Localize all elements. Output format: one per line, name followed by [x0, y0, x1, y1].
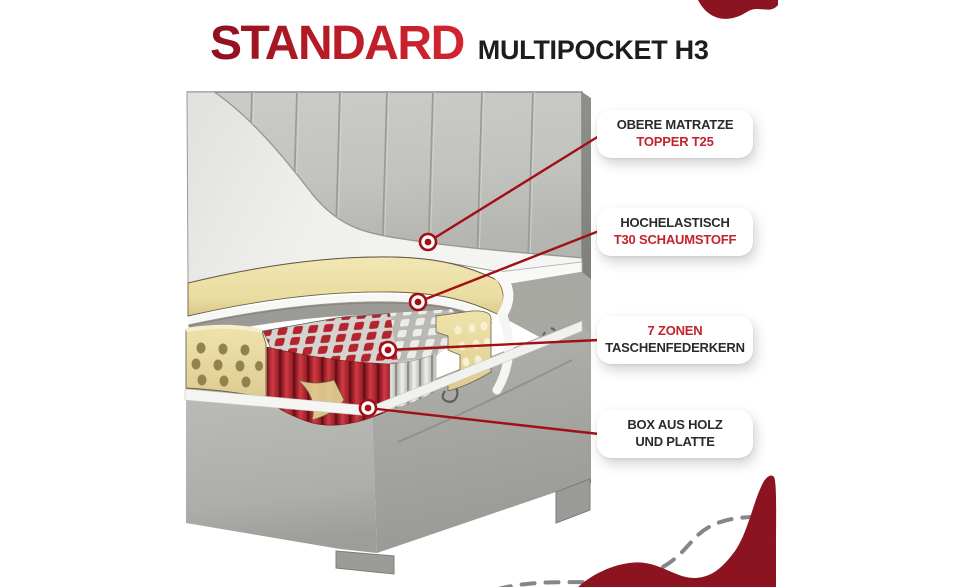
callout-line2: UND PLATTE — [635, 434, 715, 449]
red-blob-bottom — [578, 475, 776, 587]
callout-line1: HOCHELASTISCH — [620, 215, 730, 231]
callout-dot-foam — [410, 294, 426, 310]
callout-dot-topper — [420, 234, 436, 250]
callout-card-foam — [597, 208, 753, 256]
callout-line1: 7 ZONEN — [647, 323, 703, 339]
callout-line2: TOPPER T25 — [636, 134, 714, 149]
callout-card-box — [597, 410, 753, 458]
callout-line1: BOX AUS HOLZ — [627, 417, 723, 433]
brand-title: STANDARD — [210, 17, 464, 70]
callout-line2: TASCHENFEDERKERN — [605, 340, 745, 355]
page-title — [210, 16, 709, 71]
callout-dot-springs — [380, 342, 396, 358]
callout-line1: OBERE MATRATZE — [616, 117, 734, 133]
callout-line2: T30 SCHAUMSTOFF — [613, 232, 737, 247]
callout-card-springs — [597, 316, 753, 364]
red-blob-top — [698, 0, 778, 19]
model-title: MULTIPOCKET H3 — [477, 35, 709, 65]
bed-foot-left — [336, 551, 394, 574]
foam-block-left — [186, 327, 266, 398]
callout-dot-box — [360, 400, 376, 416]
callout-card-topper — [597, 110, 753, 158]
